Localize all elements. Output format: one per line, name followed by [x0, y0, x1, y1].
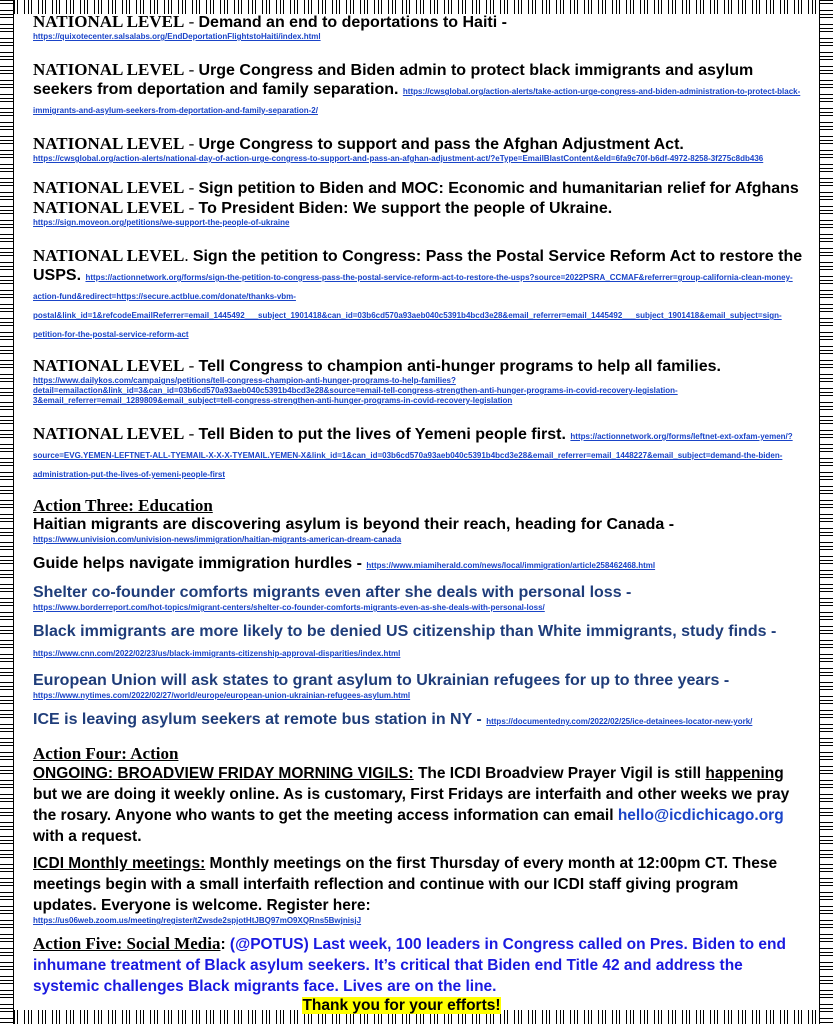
- news-link[interactable]: https://www.cnn.com/2022/02/23/us/black-immigrants-citizenship-approval-disparities/index.html: [33, 649, 401, 658]
- email-link[interactable]: hello@icdichicago.org: [617, 807, 784, 824]
- news-link[interactable]: https://www.miamiherald.com/news/local/immigration/article258462468.html: [366, 561, 656, 570]
- social-paragraph: Action Five: Social Media: (@POTUS) Last week, 100 leaders in Congress called on Pres. Biden to end inhumane treatment of Black asylum seekers. It’s critical that Biden end Title 42 and address the systemic challenges Black migrants face. Lives are on the line.: [33, 934, 786, 995]
- news-item: Guide helps navigate immigration hurdles - https://www.miamiherald.com/news/local/immigration/article258462468.html: [33, 555, 656, 572]
- news-item: European Union will ask states to grant asylum to Ukrainian refugees for up to three years - https://www.nytimes.com/2022/02/27/world/europe/european-union-ukrainian-refugees-asylum.html: [33, 671, 803, 701]
- national-item: NATIONAL LEVEL - Demand an end to deportations to Haiti - https://quixotecenter.salsalabs.org/EndDeportationFlightstoHaiti/index.html: [33, 12, 803, 42]
- national-item: NATIONAL LEVEL. Sign the petition to Congress: Pass the Postal Service Reform Act to restore the USPS. https://actionnetwork.org/forms/sign-the-petition-to-congress-pass-the-postal-service-reform-act-to-restore-the-usps?source=2022PSRA_CCMAF&referrer=group-california-clean-money-action-fund&redirect=https://secure.actblue.com/donate/thanks-vbm-postal&link_id=1&refcodeEmailReferrer=email_1445492___subject_1901418&can_id=03b6cd570a93aeb040c5391b4bcd3e28&email_referrer=email_1445492___subject_1901418&email_subject=sign-petition-for-the-postal-service-reform-act: [33, 246, 803, 339]
- decorative-border-right: [819, 0, 833, 1024]
- item-link[interactable]: https://cwsglobal.org/action-alerts/take-action-urge-congress-and-biden-administration-to-protect-black-immigrants-and-asylum-seekers-from-deportation-and-family-separation-2/: [33, 87, 801, 115]
- register-link[interactable]: https://us06web.zoom.us/meeting/register/tZwsde2spjotHtJBQ97mO9XQRns5BwjnisjJ: [33, 916, 362, 925]
- monthly-paragraph: ICDI Monthly meetings: Monthly meetings on the first Thursday of every month at 12:00pm CT. These meetings begin with a small interfaith reflection and continue with our ICDI staff giving program updates. Everyone is welcome. Register here: https://us06web.zoom.us/meeting/register/tZwsde2spjotHtJBQ97mO9XQRns5BwjnisjJ: [33, 853, 803, 926]
- item-link[interactable]: https://actionnetwork.org/forms/sign-the-petition-to-congress-pass-the-postal-service-reform-act-to-restore-the-usps?source=2022PSRA_CCMAF&referrer=group-california-clean-money-action-fund&redirect=https://secure.actblue.com/donate/thanks-vbm-postal&link_id=1&refcodeEmailReferrer=email_1445492___subject_1901418&can_id=03b6cd570a93aeb040c5391b4bcd3e28&email_referrer=email_1445492___subject_1901418&email_subject=sign-petition-for-the-postal-service-reform-act: [33, 273, 793, 339]
- news-link[interactable]: https://www.borderreport.com/hot-topics/migrant-centers/shelter-co-founder-comforts-migrants-even-as-she-deals-with-personal-loss/: [33, 603, 545, 612]
- item-text: Demand an end to deportations to Haiti -: [198, 14, 507, 31]
- decorative-border-left: [0, 0, 14, 1024]
- item-link[interactable]: https://quixotecenter.salsalabs.org/EndDeportationFlightstoHaiti/index.html: [33, 32, 321, 41]
- item-link[interactable]: https://www.dailykos.com/campaigns/petitions/tell-congress-champion-anti-hunger-programs-to-help-families?detail=emailaction&link_id=3&can_id=03b6cd570a93aeb040c5391b4bcd3e28&source=email-tell-congress-strengthen-anti-hunger-programs-in-covid-recovery-legislation-3&email_referrer=email_1289809&email_subject=tell-congress-strengthen-anti-hunger-programs-in-covid-recovery-legislation: [33, 376, 678, 405]
- thanks-text: Thank you for your efforts!: [302, 997, 501, 1014]
- level-label: NATIONAL LEVEL: [33, 12, 185, 31]
- item-link[interactable]: https://sign.moveon.org/petitions/we-support-the-people-of-ukraine: [33, 218, 290, 227]
- item-link[interactable]: https://cwsglobal.org/action-alerts/national-day-of-action-urge-congress-to-support-and-pass-an-afghan-adjustment-act/?eType=EmailBlastContent&eId=6fa9c70f-b6df-4972-8258-3f275c8db436: [33, 154, 764, 163]
- national-item: NATIONAL LEVEL - Tell Biden to put the lives of Yemeni people first. https://actionnetwork.org/forms/leftnet-ext-oxfam-yemen/?source=EVG.YEMEN-LEFTNET-ALL-TYEMAIL-X-X-X-TYEMAIL.YEMEN-X&link_id=1&can_id=03b6cd570a93aeb040c5391b4bcd3e28&email_referrer=email_1448227&email_subject=demand-the-biden-administration-put-the-lives-of-yemeni-people-first: [33, 424, 793, 479]
- news-link[interactable]: https://documentedny.com/2022/02/25/ice-detainees-locator-new-york/: [486, 717, 753, 726]
- national-item: NATIONAL LEVEL - Urge Congress and Biden admin to protect black immigrants and asylum seekers from deportation and family separation. https://cwsglobal.org/action-alerts/take-action-urge-congress-and-biden-administration-to-protect-black-immigrants-and-asylum-seekers-from-deportation-and-family-separation-2/: [33, 60, 801, 115]
- section-heading-action: Action Four: Action: [33, 744, 179, 763]
- news-item: Shelter co-founder comforts migrants even after she deals with personal loss - https://www.borderreport.com/hot-topics/migrant-centers/shelter-co-founder-comforts-migrants-even-as-she-deals-with-personal-loss/: [33, 583, 803, 613]
- vigil-paragraph: ONGOING: BROADVIEW FRIDAY MORNING VIGILS: The ICDI Broadview Prayer Vigil is still happening but we are doing it weekly online. As is customary, First Fridays are interfaith and other weeks we pray the rosary. Anyone who wants to get the meeting access information can email hello@icdichicago.org with a request.: [33, 765, 790, 845]
- section-heading-education: Action Three: Education: [33, 496, 213, 515]
- news-link[interactable]: https://www.univision.com/univision-news/immigration/haitian-migrants-american-dream-canada: [33, 535, 402, 544]
- item-link[interactable]: https://actionnetwork.org/forms/leftnet-ext-oxfam-yemen/?source=EVG.YEMEN-LEFTNET-ALL-TYEMAIL-X-X-X-TYEMAIL.YEMEN-X&link_id=1&can_id=03b6cd570a93aeb040c5391b4bcd3e28&email_referrer=email_1448227&email_subject=demand-the-biden-administration-put-the-lives-of-yemeni-people-first: [33, 432, 793, 479]
- national-item: NATIONAL LEVEL - Sign petition to Biden and MOC: Economic and humanitarian relief for Afghans NATIONAL LEVEL - To President Biden: We support the people of Ukraine. https://sign.moveon.org/petitions/we-support-the-people-of-ukraine: [33, 178, 803, 228]
- newsletter-content: [33, 12, 803, 1015]
- vigil-label: ONGOING: BROADVIEW FRIDAY MORNING VIGILS:: [33, 765, 414, 782]
- news-item: ICE is leaving asylum seekers at remote bus station in NY - https://documentedny.com/2022/02/25/ice-detainees-locator-new-york/: [33, 711, 753, 728]
- section-heading-social: Action Five: Social Media: [33, 934, 221, 953]
- news-link[interactable]: https://www.nytimes.com/2022/02/27/world/europe/european-union-ukrainian-refugees-asylum.html: [33, 691, 411, 700]
- news-item: Haitian migrants are discovering asylum is beyond their reach, heading for Canada - https://www.univision.com/univision-news/immigration/haitian-migrants-american-dream-canada: [33, 515, 803, 545]
- national-item: NATIONAL LEVEL - Tell Congress to champion anti-hunger programs to help all families. https://www.dailykos.com/campaigns/petitions/tell-congress-champion-anti-hunger-programs-to-help-families?detail=emailaction&link_id=3&can_id=03b6cd570a93aeb040c5391b4bcd3e28&source=email-tell-congress-strengthen-anti-hunger-programs-in-covid-recovery-legislation-3&email_referrer=email_1289809&email_subject=tell-congress-strengthen-anti-hunger-programs-in-covid-recovery-legislation: [33, 356, 803, 406]
- monthly-label: ICDI Monthly meetings:: [33, 855, 206, 872]
- national-item: NATIONAL LEVEL - Urge Congress to support and pass the Afghan Adjustment Act. https://cwsglobal.org/action-alerts/national-day-of-action-urge-congress-to-support-and-pass-an-afghan-adjustment-act/?eType=EmailBlastContent&eId=6fa9c70f-b6df-4972-8258-3f275c8db436: [33, 134, 803, 164]
- thanks-line: [0, 997, 803, 1015]
- news-item: Black immigrants are more likely to be denied US citizenship than White immigrants, study finds - https://www.cnn.com/2022/02/23/us/black-immigrants-citizenship-approval-disparities/index.html: [33, 623, 777, 658]
